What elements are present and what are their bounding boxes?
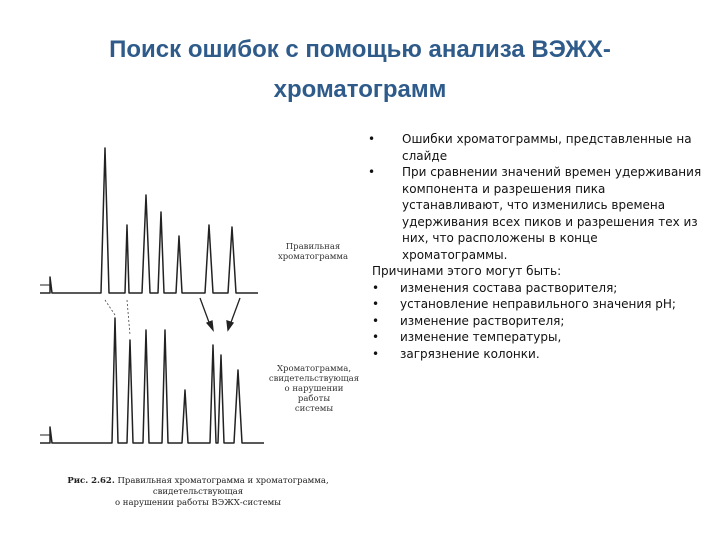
faulty-chromatogram-trace — [40, 318, 264, 443]
causes-heading: Причинами этого могут быть: — [372, 264, 562, 278]
bullet-dot: • — [368, 165, 376, 179]
cause-item: • загрязнение колонки. — [372, 346, 540, 361]
bullet-dot: • — [372, 330, 380, 344]
bullet-dot: • — [372, 280, 380, 295]
caption-figure-number: Рис. 2.62. — [67, 476, 115, 486]
arrow-right — [230, 298, 240, 325]
bullet-dot: • — [372, 346, 380, 361]
arrow-left — [200, 298, 210, 325]
slide-body-text — [368, 131, 703, 362]
title-line-1: Поиск ошибок с помощью анализа ВЭЖХ- — [109, 36, 611, 63]
label-correct-chromatogram: Правильная хроматограмма — [277, 242, 349, 262]
label-faulty-chromatogram: Хроматограмма, свидетельствующая о нарушении работы системы — [268, 364, 360, 414]
intro-bullet-1: • Ошибки хроматограммы, представленные на слайде — [368, 132, 692, 163]
title-line-2: хроматограмм — [273, 76, 447, 103]
cause-item: • изменения состава растворителя; — [372, 280, 618, 295]
cause-item: • изменение растворителя; — [372, 313, 565, 328]
chromatogram-figure — [30, 130, 360, 530]
bullet-dot: • — [372, 313, 380, 328]
cause-item: • изменение температуры, — [372, 330, 562, 344]
caption-line-1: Правильная хроматограмма и хроматограмма, свидетельствующая — [117, 476, 329, 497]
chromatogram-drawing — [30, 130, 360, 530]
correct-chromatogram-trace — [40, 148, 258, 293]
intro-bullet-2: • При сравнении значений времен удерживания компонента и разрешения пика устанавливают, что изменились времена удерживания всех пиков и разрешения тех из них, что расположены в конце хроматограммы. — [368, 165, 702, 262]
cause-item: • установление неправильного значения pH; — [372, 297, 676, 311]
caption-line-2: о нарушении работы ВЭЖХ-системы — [114, 498, 282, 508]
slide-title — [40, 30, 680, 110]
bullet-dot: • — [368, 132, 376, 146]
bullet-dot: • — [372, 297, 380, 311]
figure-caption — [38, 476, 358, 509]
